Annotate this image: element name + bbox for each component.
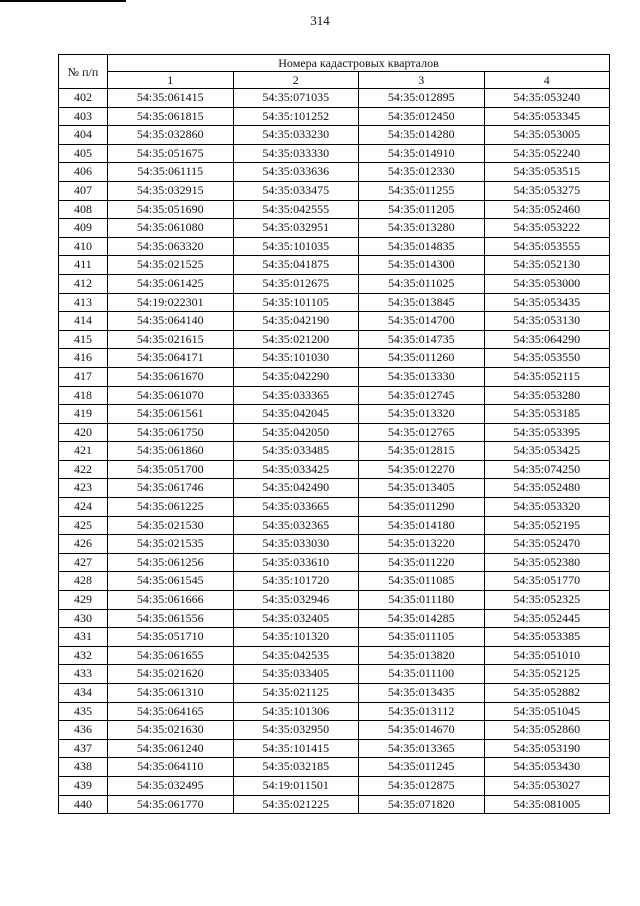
row-number-cell: 422	[59, 460, 108, 479]
table-row	[59, 126, 610, 145]
table-row	[59, 758, 610, 777]
cadastral-number-cell: 54:35:051690	[108, 200, 234, 219]
cadastral-number-cell: 54:35:032950	[233, 721, 359, 740]
row-number-cell: 428	[59, 572, 108, 591]
cadastral-number-cell: 54:35:033030	[233, 535, 359, 554]
cadastral-number-cell: 54:35:101105	[233, 293, 359, 312]
row-number-cell: 412	[59, 274, 108, 293]
cadastral-number-cell: 54:35:053280	[484, 386, 610, 405]
cadastral-number-cell: 54:35:032405	[233, 609, 359, 628]
cadastral-number-cell: 54:35:053435	[484, 293, 610, 312]
row-number-cell: 429	[59, 591, 108, 610]
cadastral-number-cell: 54:35:061310	[108, 684, 234, 703]
cadastral-number-cell: 54:35:014285	[359, 609, 485, 628]
table-row	[59, 107, 610, 126]
cadastral-number-cell: 54:35:032185	[233, 758, 359, 777]
cadastral-number-cell: 54:35:014670	[359, 721, 485, 740]
cadastral-number-cell: 54:19:011501	[233, 776, 359, 795]
cadastral-number-cell: 54:35:101720	[233, 572, 359, 591]
table-row	[59, 516, 610, 535]
cadastral-number-cell: 54:19:022301	[108, 293, 234, 312]
cadastral-number-cell: 54:35:053425	[484, 442, 610, 461]
table-row	[59, 498, 610, 517]
cadastral-number-cell: 54:35:052115	[484, 367, 610, 386]
cadastral-number-cell: 54:35:042190	[233, 312, 359, 331]
cadastral-number-cell: 54:35:061561	[108, 405, 234, 424]
cadastral-number-cell: 54:35:051770	[484, 572, 610, 591]
cadastral-number-cell: 54:35:101306	[233, 702, 359, 721]
cadastral-number-cell: 54:35:051010	[484, 646, 610, 665]
table-row	[59, 386, 610, 405]
cadastral-number-cell: 54:35:053005	[484, 126, 610, 145]
top-left-rule	[0, 0, 126, 2]
cadastral-number-cell: 54:35:053027	[484, 776, 610, 795]
cadastral-number-cell: 54:35:061556	[108, 609, 234, 628]
cadastral-number-cell: 54:35:011220	[359, 553, 485, 572]
cadastral-number-cell: 54:35:021225	[233, 795, 359, 814]
cadastral-number-cell: 54:35:053395	[484, 423, 610, 442]
row-number-cell: 421	[59, 442, 108, 461]
table-row	[59, 442, 610, 461]
table-row	[59, 535, 610, 554]
table-row	[59, 144, 610, 163]
row-number-cell: 434	[59, 684, 108, 703]
cadastral-number-cell: 54:35:012330	[359, 163, 485, 182]
cadastral-number-cell: 54:35:053385	[484, 628, 610, 647]
cadastral-number-cell: 54:35:061425	[108, 274, 234, 293]
cadastral-number-cell: 54:35:013435	[359, 684, 485, 703]
cadastral-number-cell: 54:35:053320	[484, 498, 610, 517]
row-number-cell: 436	[59, 721, 108, 740]
cadastral-number-cell: 54:35:041875	[233, 256, 359, 275]
row-number-cell: 409	[59, 219, 108, 238]
cadastral-number-cell: 54:35:012450	[359, 107, 485, 126]
cadastral-number-cell: 54:35:014735	[359, 330, 485, 349]
row-number-cell: 405	[59, 144, 108, 163]
cadastral-number-cell: 54:35:053130	[484, 312, 610, 331]
cadastral-number-cell: 54:35:033405	[233, 665, 359, 684]
table-row	[59, 721, 610, 740]
row-number-cell: 424	[59, 498, 108, 517]
cadastral-number-cell: 54:35:012270	[359, 460, 485, 479]
cadastral-number-cell: 54:35:032365	[233, 516, 359, 535]
cadastral-number-cell: 54:35:061666	[108, 591, 234, 610]
cadastral-number-cell: 54:35:053222	[484, 219, 610, 238]
cadastral-number-cell: 54:35:053345	[484, 107, 610, 126]
cadastral-number-cell: 54:35:011025	[359, 274, 485, 293]
cadastral-number-cell: 54:35:033636	[233, 163, 359, 182]
cadastral-number-cell: 54:35:061256	[108, 553, 234, 572]
cadastral-number-cell: 54:35:014280	[359, 126, 485, 145]
table-row	[59, 181, 610, 200]
cadastral-number-cell: 54:35:014910	[359, 144, 485, 163]
table-row	[59, 293, 610, 312]
row-number-cell: 403	[59, 107, 108, 126]
table-row	[59, 219, 610, 238]
cadastral-number-cell: 54:35:053000	[484, 274, 610, 293]
table-row	[59, 163, 610, 182]
cadastral-number-cell: 54:35:051700	[108, 460, 234, 479]
row-number-cell: 417	[59, 367, 108, 386]
cadastral-number-cell: 54:35:021535	[108, 535, 234, 554]
table-row	[59, 572, 610, 591]
cadastral-number-cell: 54:35:052240	[484, 144, 610, 163]
cadastral-number-cell: 54:35:011180	[359, 591, 485, 610]
table-row	[59, 646, 610, 665]
header-cadastral-numbers: Номера кадастровых кварталов	[108, 55, 610, 72]
table-row	[59, 349, 610, 368]
cadastral-number-cell: 54:35:064290	[484, 330, 610, 349]
table-row	[59, 553, 610, 572]
cadastral-number-cell: 54:35:064110	[108, 758, 234, 777]
cadastral-number-cell: 54:35:051675	[108, 144, 234, 163]
cadastral-number-cell: 54:35:013405	[359, 479, 485, 498]
header-row-number: № п/п	[59, 55, 108, 89]
cadastral-number-cell: 54:35:101030	[233, 349, 359, 368]
cadastral-number-cell: 54:35:014300	[359, 256, 485, 275]
cadastral-number-cell: 54:35:061225	[108, 498, 234, 517]
cadastral-number-cell: 54:35:061080	[108, 219, 234, 238]
cadastral-number-cell: 54:35:061746	[108, 479, 234, 498]
table-header	[59, 55, 610, 89]
cadastral-number-cell: 54:35:011085	[359, 572, 485, 591]
cadastral-number-cell: 54:35:042050	[233, 423, 359, 442]
cadastral-number-cell: 54:35:064140	[108, 312, 234, 331]
row-number-cell: 404	[59, 126, 108, 145]
table-row	[59, 367, 610, 386]
cadastral-number-cell: 54:35:012875	[359, 776, 485, 795]
table-row	[59, 665, 610, 684]
table-row	[59, 237, 610, 256]
cadastral-number-cell: 54:35:053240	[484, 89, 610, 108]
row-number-cell: 438	[59, 758, 108, 777]
cadastral-number-cell: 54:35:071035	[233, 89, 359, 108]
row-number-cell: 408	[59, 200, 108, 219]
cadastral-number-cell: 54:35:101252	[233, 107, 359, 126]
cadastral-number-cell: 54:35:042490	[233, 479, 359, 498]
cadastral-number-cell: 54:35:033665	[233, 498, 359, 517]
table-row	[59, 702, 610, 721]
table-row	[59, 274, 610, 293]
cadastral-number-cell: 54:35:011255	[359, 181, 485, 200]
cadastral-number-cell: 54:35:011290	[359, 498, 485, 517]
cadastral-number-cell: 54:35:033330	[233, 144, 359, 163]
cadastral-number-cell: 54:35:014180	[359, 516, 485, 535]
header-column-2: 2	[233, 72, 359, 89]
table-body	[59, 89, 610, 814]
table-row	[59, 423, 610, 442]
row-number-cell: 437	[59, 739, 108, 758]
cadastral-number-cell: 54:35:053185	[484, 405, 610, 424]
row-number-cell: 420	[59, 423, 108, 442]
row-number-cell: 414	[59, 312, 108, 331]
cadastral-number-cell: 54:35:101035	[233, 237, 359, 256]
table-row	[59, 684, 610, 703]
table-row	[59, 628, 610, 647]
cadastral-number-cell: 54:35:012745	[359, 386, 485, 405]
cadastral-number-cell: 54:35:012895	[359, 89, 485, 108]
cadastral-number-cell: 54:35:053430	[484, 758, 610, 777]
table-row	[59, 739, 610, 758]
row-number-cell: 427	[59, 553, 108, 572]
cadastral-number-cell: 54:35:042535	[233, 646, 359, 665]
row-number-cell: 418	[59, 386, 108, 405]
table-row	[59, 591, 610, 610]
cadastral-number-cell: 54:35:033425	[233, 460, 359, 479]
cadastral-number-cell: 54:35:032946	[233, 591, 359, 610]
cadastral-number-cell: 54:35:053550	[484, 349, 610, 368]
cadastral-number-cell: 54:35:052882	[484, 684, 610, 703]
cadastral-number-cell: 54:35:042290	[233, 367, 359, 386]
cadastral-number-cell: 54:35:033230	[233, 126, 359, 145]
cadastral-number-cell: 54:35:013320	[359, 405, 485, 424]
cadastral-number-cell: 54:35:052325	[484, 591, 610, 610]
cadastral-number-cell: 54:35:021615	[108, 330, 234, 349]
cadastral-number-cell: 54:35:052460	[484, 200, 610, 219]
header-column-3: 3	[359, 72, 485, 89]
row-number-cell: 402	[59, 89, 108, 108]
cadastral-number-cell: 54:35:051710	[108, 628, 234, 647]
cadastral-number-cell: 54:35:032951	[233, 219, 359, 238]
cadastral-number-cell: 54:35:014700	[359, 312, 485, 331]
cadastral-number-cell: 54:35:052480	[484, 479, 610, 498]
cadastral-number-cell: 54:35:063320	[108, 237, 234, 256]
cadastral-number-cell: 54:35:061655	[108, 646, 234, 665]
cadastral-number-cell: 54:35:033475	[233, 181, 359, 200]
table-row	[59, 312, 610, 331]
cadastral-number-cell: 54:35:101415	[233, 739, 359, 758]
table-row	[59, 256, 610, 275]
row-number-cell: 431	[59, 628, 108, 647]
cadastral-number-cell: 54:35:012675	[233, 274, 359, 293]
cadastral-number-cell: 54:35:061770	[108, 795, 234, 814]
table-row	[59, 776, 610, 795]
row-number-cell: 407	[59, 181, 108, 200]
header-column-1: 1	[108, 72, 234, 89]
cadastral-number-cell: 54:35:061670	[108, 367, 234, 386]
cadastral-number-cell: 54:35:053515	[484, 163, 610, 182]
cadastral-number-cell: 54:35:052380	[484, 553, 610, 572]
cadastral-number-cell: 54:35:071820	[359, 795, 485, 814]
cadastral-number-cell: 54:35:013220	[359, 535, 485, 554]
cadastral-number-cell: 54:35:013820	[359, 646, 485, 665]
cadastral-number-cell: 54:35:061070	[108, 386, 234, 405]
page-number: 314	[310, 13, 330, 28]
row-number-cell: 426	[59, 535, 108, 554]
cadastral-number-cell: 54:35:061750	[108, 423, 234, 442]
cadastral-number-cell: 54:35:011260	[359, 349, 485, 368]
row-number-cell: 411	[59, 256, 108, 275]
row-number-cell: 439	[59, 776, 108, 795]
cadastral-number-cell: 54:35:021200	[233, 330, 359, 349]
cadastral-number-cell: 54:35:021525	[108, 256, 234, 275]
row-number-cell: 416	[59, 349, 108, 368]
row-number-cell: 415	[59, 330, 108, 349]
cadastral-number-cell: 54:35:081005	[484, 795, 610, 814]
cadastral-number-cell: 54:35:012765	[359, 423, 485, 442]
cadastral-number-cell: 54:35:052130	[484, 256, 610, 275]
row-number-cell: 440	[59, 795, 108, 814]
cadastral-number-cell: 54:35:061115	[108, 163, 234, 182]
cadastral-number-cell: 54:35:033610	[233, 553, 359, 572]
cadastral-number-cell: 54:35:061860	[108, 442, 234, 461]
cadastral-number-cell: 54:35:061545	[108, 572, 234, 591]
cadastral-number-cell: 54:35:052860	[484, 721, 610, 740]
cadastral-number-cell: 54:35:101320	[233, 628, 359, 647]
cadastral-number-cell: 54:35:042555	[233, 200, 359, 219]
cadastral-number-cell: 54:35:064171	[108, 349, 234, 368]
row-number-cell: 406	[59, 163, 108, 182]
cadastral-number-cell: 54:35:011100	[359, 665, 485, 684]
row-number-cell: 425	[59, 516, 108, 535]
cadastral-number-cell: 54:35:021530	[108, 516, 234, 535]
cadastral-number-cell: 54:35:053190	[484, 739, 610, 758]
cadastral-number-cell: 54:35:033365	[233, 386, 359, 405]
cadastral-number-cell: 54:35:033485	[233, 442, 359, 461]
header-column-4: 4	[484, 72, 610, 89]
cadastral-number-cell: 54:35:052470	[484, 535, 610, 554]
cadastral-number-cell: 54:35:013112	[359, 702, 485, 721]
cadastral-number-cell: 54:35:052125	[484, 665, 610, 684]
row-number-cell: 435	[59, 702, 108, 721]
row-number-cell: 413	[59, 293, 108, 312]
cadastral-number-cell: 54:35:042045	[233, 405, 359, 424]
cadastral-number-cell: 54:35:011105	[359, 628, 485, 647]
row-number-cell: 410	[59, 237, 108, 256]
cadastral-number-cell: 54:35:032495	[108, 776, 234, 795]
table-row	[59, 89, 610, 108]
table-row	[59, 795, 610, 814]
table-row	[59, 609, 610, 628]
cadastral-number-cell: 54:35:053555	[484, 237, 610, 256]
row-number-cell: 433	[59, 665, 108, 684]
row-number-cell: 423	[59, 479, 108, 498]
cadastral-number-cell: 54:35:013280	[359, 219, 485, 238]
table-row	[59, 330, 610, 349]
cadastral-number-cell: 54:35:064165	[108, 702, 234, 721]
cadastral-number-cell: 54:35:032915	[108, 181, 234, 200]
row-number-cell: 430	[59, 609, 108, 628]
cadastral-number-cell: 54:35:061415	[108, 89, 234, 108]
cadastral-number-cell: 54:35:013845	[359, 293, 485, 312]
cadastral-number-cell: 54:35:014835	[359, 237, 485, 256]
cadastral-number-cell: 54:35:021620	[108, 665, 234, 684]
cadastral-quarters-table	[58, 54, 610, 814]
cadastral-number-cell: 54:35:053275	[484, 181, 610, 200]
cadastral-number-cell: 54:35:021630	[108, 721, 234, 740]
cadastral-number-cell: 54:35:011205	[359, 200, 485, 219]
cadastral-number-cell: 54:35:061815	[108, 107, 234, 126]
table-row	[59, 200, 610, 219]
cadastral-number-cell: 54:35:012815	[359, 442, 485, 461]
cadastral-number-cell: 54:35:021125	[233, 684, 359, 703]
table-row	[59, 479, 610, 498]
row-number-cell: 419	[59, 405, 108, 424]
table-row	[59, 460, 610, 479]
cadastral-number-cell: 54:35:052445	[484, 609, 610, 628]
cadastral-number-cell: 54:35:061240	[108, 739, 234, 758]
table-row	[59, 405, 610, 424]
cadastral-number-cell: 54:35:052195	[484, 516, 610, 535]
cadastral-number-cell: 54:35:013330	[359, 367, 485, 386]
cadastral-number-cell: 54:35:011245	[359, 758, 485, 777]
cadastral-number-cell: 54:35:074250	[484, 460, 610, 479]
cadastral-number-cell: 54:35:013365	[359, 739, 485, 758]
cadastral-number-cell: 54:35:051045	[484, 702, 610, 721]
row-number-cell: 432	[59, 646, 108, 665]
cadastral-number-cell: 54:35:032860	[108, 126, 234, 145]
